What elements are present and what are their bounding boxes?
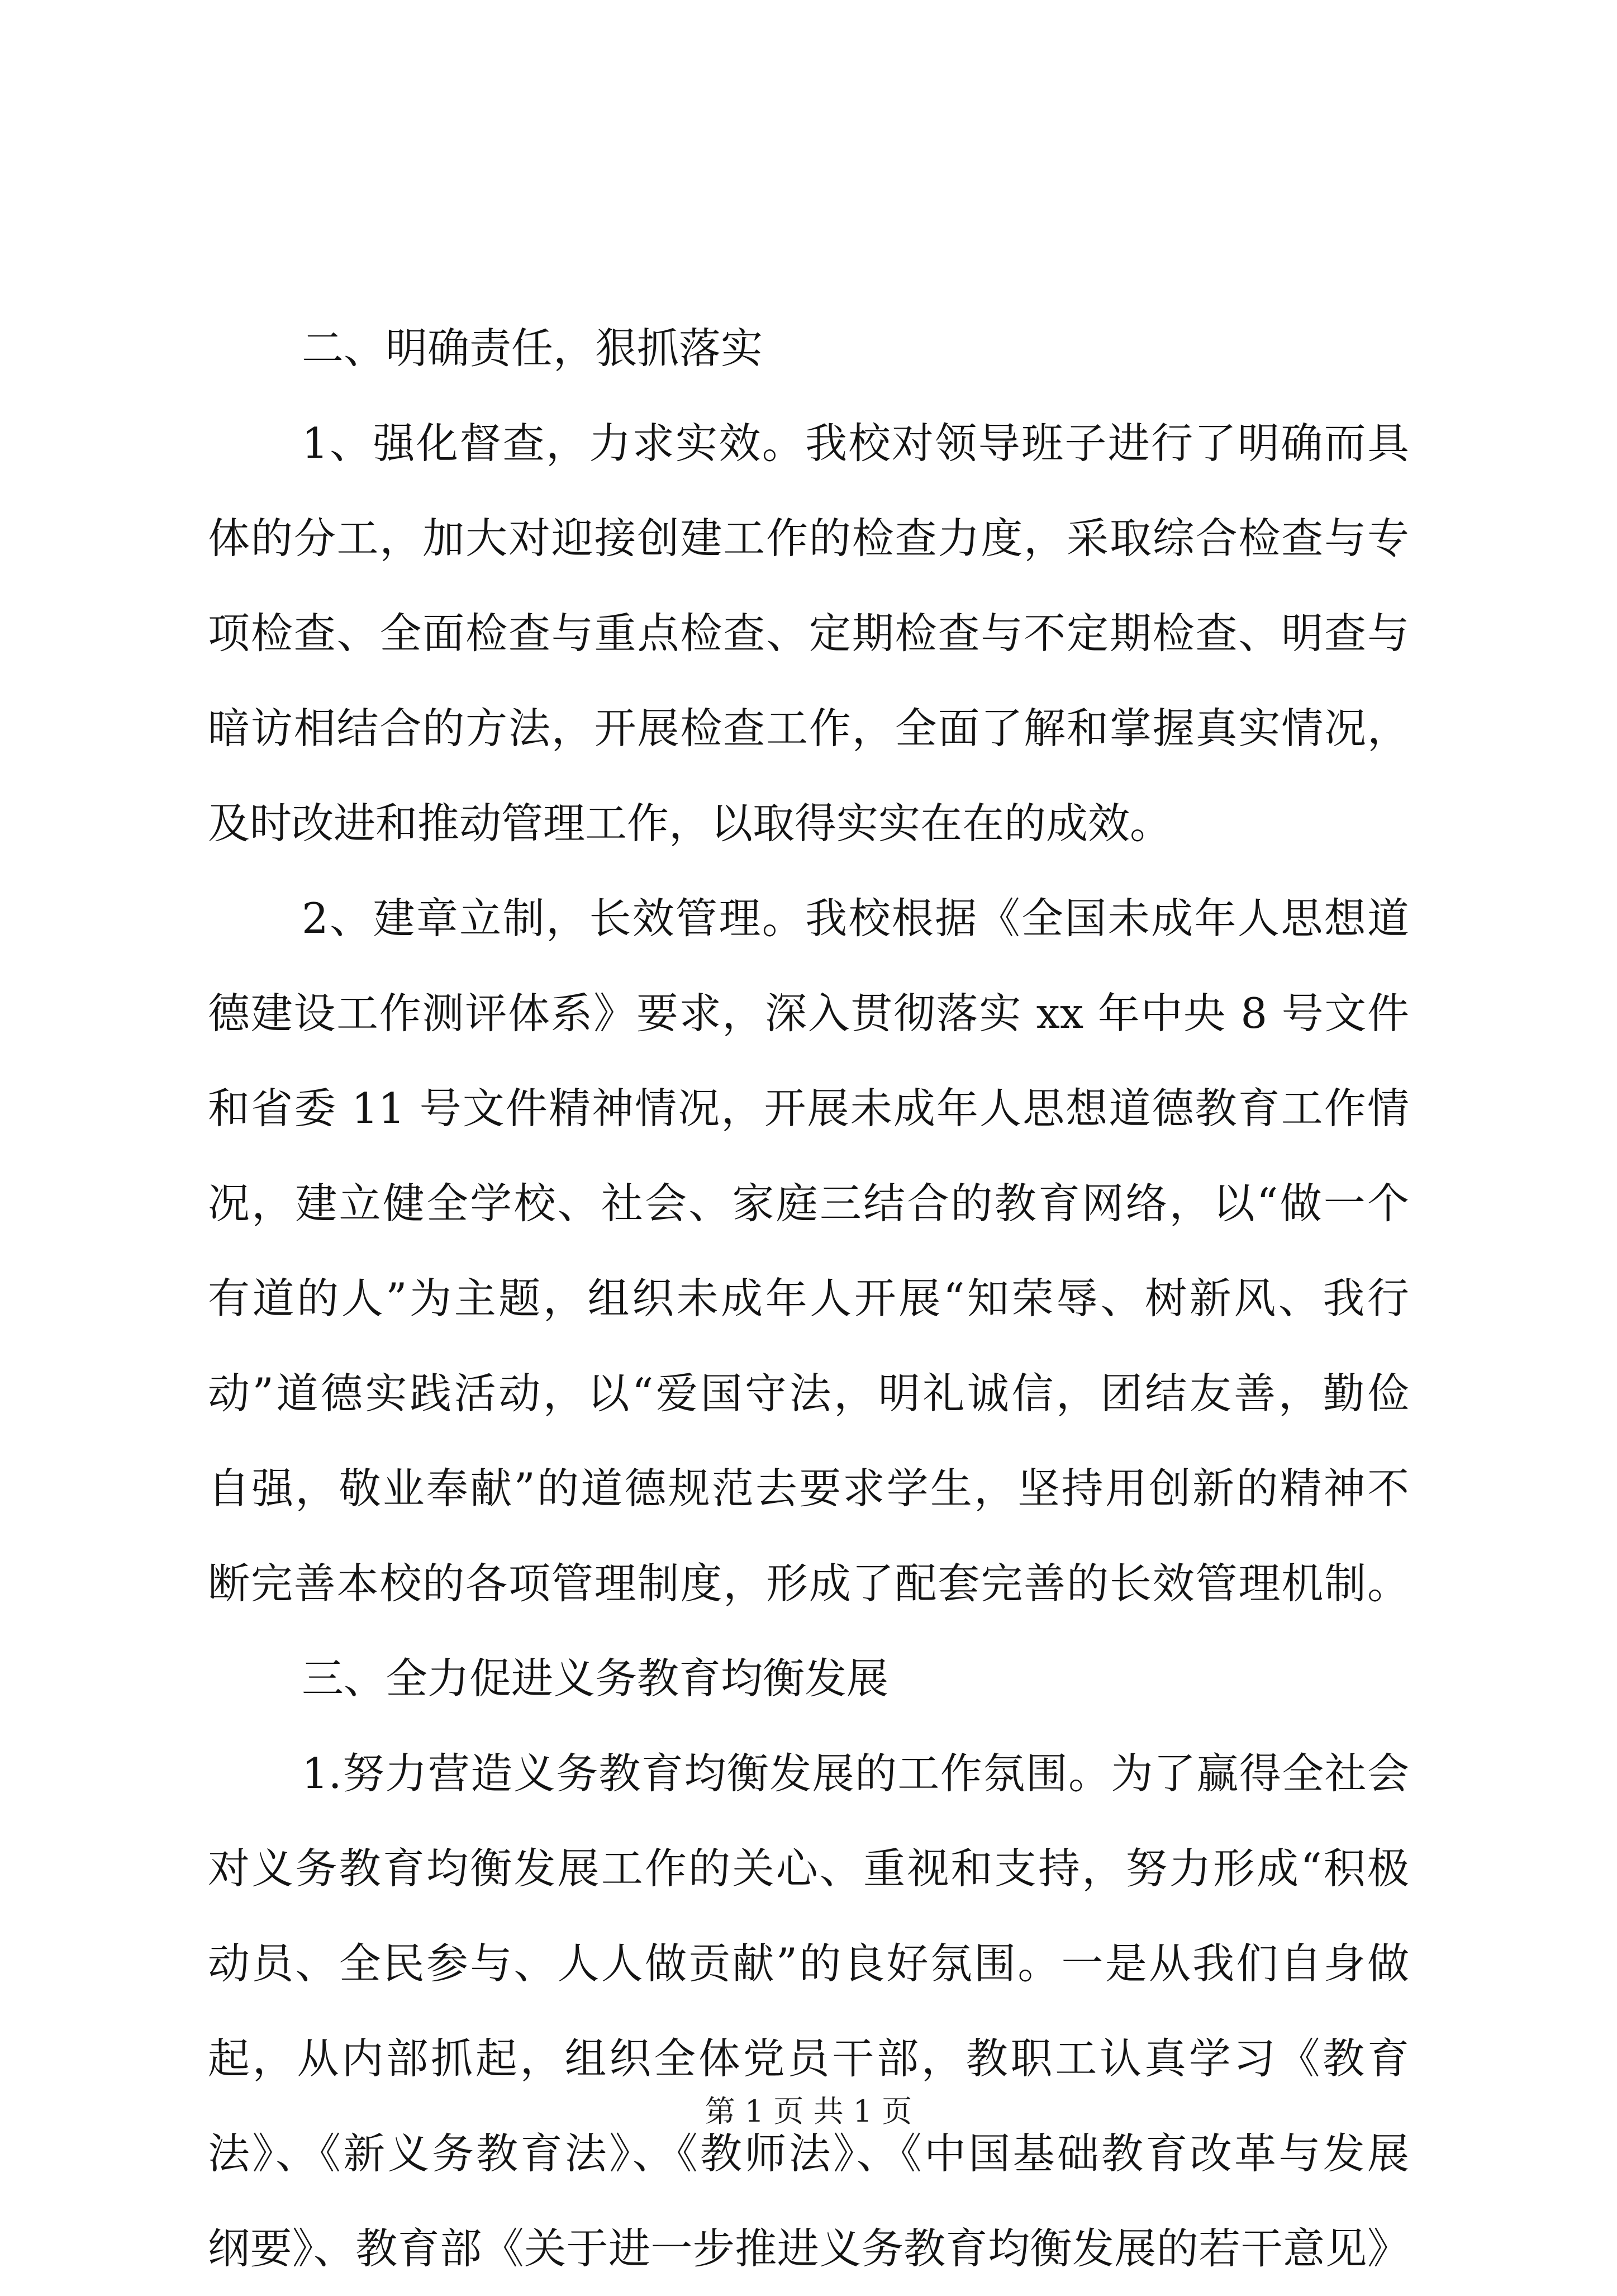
text-line: 法》、《新义务教育法》、《教师法》、《中国基础教育改革与发展 [208,2129,1409,2178]
text-line: 动”道德实践活动，以“爱国守法，明礼诚信，团结友善，勤俭 [208,1369,1409,1418]
text-line: 二、明确责任，狠抓落实 [302,324,763,373]
text-line: 况，建立健全学校、社会、家庭三结合的教育网络，以“做一个 [208,1179,1409,1228]
text-line: 和省委 11 号文件精神情况，开展未成年人思想道德教育工作情 [208,1084,1409,1133]
text-line: 体的分工，加大对迎接创建工作的检查力度，采取综合检查与专 [208,514,1409,563]
text-line: 1、强化督查，力求实效。我校对领导班子进行了明确而具 [302,419,1409,468]
text-line: 项检查、全面检查与重点检查、定期检查与不定期检查、明查与 [208,609,1409,658]
text-line: 1.努力营造义务教育均衡发展的工作氛围。为了赢得全社会 [302,1749,1409,1798]
text-line: 暗访相结合的方法，开展检查工作，全面了解和掌握真实情况， [208,704,1409,753]
text-line: 动员、全民参与、人人做贡献”的良好氛围。一是从我们自身做 [208,1939,1409,1988]
page-footer [0,2089,1617,2134]
text-line: 自强，敬业奉献”的道德规范去要求学生，坚持用创新的精神不 [208,1464,1409,1513]
text-line: 对义务教育均衡发展工作的关心、重视和支持，努力形成“积极 [208,1844,1409,1893]
text-line: 纲要》、教育部《关于进一步推进义务教育均衡发展的若干意见》 [208,2224,1409,2273]
text-line: 德建设工作测评体系》要求，深入贯彻落实 xx 年中央 8 号文件 [208,989,1409,1038]
text-line: 有道的人”为主题，组织未成年人开展“知荣辱、树新风、我行 [208,1274,1409,1323]
text-line: 三、全力促进义务教育均衡发展 [302,1654,889,1703]
text-line: 2、建章立制，长效管理。我校根据《全国未成年人思想道 [302,894,1409,943]
text-line: 起，从内部抓起，组织全体党员干部，教职工认真学习《教育 [208,2034,1409,2083]
text-line: 及时改进和推动管理工作，以取得实实在在的成效。 [208,799,1172,848]
document-body [208,301,1409,2296]
text-line: 断完善本校的各项管理制度，形成了配套完善的长效管理机制。 [208,1559,1409,1608]
page-number-label: 第 1 页 共 1 页 [705,2094,912,2129]
